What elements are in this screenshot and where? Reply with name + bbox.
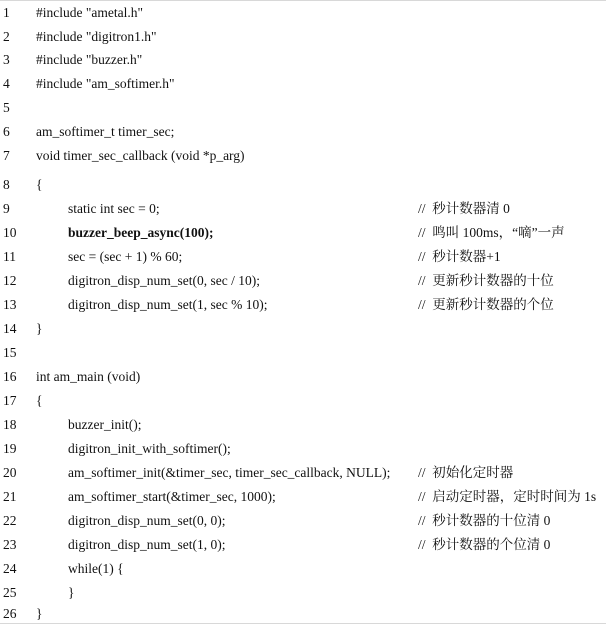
line-number: 6	[3, 124, 10, 139]
line-number: 5	[3, 100, 10, 115]
code-line	[0, 120, 606, 144]
code-text: }	[68, 585, 75, 600]
code-text: {	[36, 393, 43, 408]
line-number: 1	[3, 5, 10, 20]
code-line	[0, 365, 606, 389]
code-line	[0, 557, 606, 581]
code-line	[0, 437, 606, 461]
code-line	[0, 48, 606, 72]
line-number: 19	[3, 441, 17, 456]
code-text: am_softimer_start(&timer_sec, 1000);	[68, 489, 276, 504]
code-text: #include "digitron1.h"	[36, 29, 157, 44]
code-line	[0, 72, 606, 96]
code-line	[0, 293, 606, 317]
code-line	[0, 533, 606, 557]
line-number: 15	[3, 345, 17, 360]
code-text: digitron_init_with_softimer();	[68, 441, 231, 456]
code-text: {	[36, 177, 43, 192]
code-comment: // 更新秒计数器的十位	[418, 273, 554, 288]
code-line	[0, 485, 606, 509]
code-line	[0, 461, 606, 485]
line-number: 16	[3, 369, 17, 384]
line-number: 22	[3, 513, 17, 528]
code-line	[0, 1, 606, 25]
code-line	[0, 389, 606, 413]
line-number: 18	[3, 417, 17, 432]
line-number: 24	[3, 561, 17, 576]
line-number: 17	[3, 393, 17, 408]
code-text: while(1) {	[68, 561, 124, 576]
code-text: digitron_disp_num_set(1, sec % 10);	[68, 297, 268, 312]
code-line	[0, 197, 606, 221]
code-text: digitron_disp_num_set(0, sec / 10);	[68, 273, 260, 288]
code-text: buzzer_init();	[68, 417, 142, 432]
code-text: sec = (sec + 1) % 60;	[68, 249, 183, 264]
line-number: 11	[3, 249, 16, 264]
line-number: 12	[3, 273, 17, 288]
code-text: am_softimer_init(&timer_sec, timer_sec_callback, NULL);	[68, 465, 391, 480]
code-line	[0, 341, 606, 365]
line-number: 25	[3, 585, 17, 600]
code-text: #include "buzzer.h"	[36, 52, 143, 67]
code-comment: // 鸣叫 100ms，“嘀”一声	[418, 225, 565, 240]
code-text: int am_main (void)	[36, 369, 141, 384]
code-comment: // 秒计数器的个位清 0	[418, 537, 551, 552]
code-line	[0, 602, 606, 626]
code-comment: // 初始化定时器	[418, 465, 514, 480]
line-number: 20	[3, 465, 17, 480]
code-line	[0, 413, 606, 437]
line-number: 23	[3, 537, 17, 552]
line-number: 14	[3, 321, 17, 336]
line-number: 7	[3, 148, 10, 163]
code-line	[0, 269, 606, 293]
line-number: 21	[3, 489, 17, 504]
code-line	[0, 509, 606, 533]
line-number: 3	[3, 52, 10, 67]
code-line	[0, 221, 606, 245]
code-text: }	[36, 321, 43, 336]
code-line	[0, 317, 606, 341]
code-text: am_softimer_t timer_sec;	[36, 124, 175, 139]
code-text: static int sec = 0;	[68, 201, 160, 216]
code-line	[0, 144, 606, 168]
code-text: #include "am_softimer.h"	[36, 76, 175, 91]
line-number: 2	[3, 29, 10, 44]
code-line	[0, 173, 606, 197]
code-text: #include "ametal.h"	[36, 5, 143, 20]
code-comment: // 秒计数器+1	[418, 249, 501, 264]
code-text: digitron_disp_num_set(0, 0);	[68, 513, 226, 528]
line-number: 10	[3, 225, 17, 240]
code-line	[0, 245, 606, 269]
code-text: digitron_disp_num_set(1, 0);	[68, 537, 226, 552]
code-comment: // 启动定时器，定时时间为 1s	[418, 489, 597, 504]
line-number: 8	[3, 177, 10, 192]
code-comment: // 秒计数器的十位清 0	[418, 513, 551, 528]
line-number: 4	[3, 76, 10, 91]
code-comment: // 更新秒计数器的个位	[418, 297, 554, 312]
code-text: void timer_sec_callback (void *p_arg)	[36, 148, 245, 163]
line-number: 26	[3, 606, 17, 621]
code-line	[0, 96, 606, 120]
code-line	[0, 25, 606, 49]
line-number: 13	[3, 297, 17, 312]
line-number: 9	[3, 201, 10, 216]
code-comment: // 秒计数器清 0	[418, 201, 510, 216]
code-text: }	[36, 606, 43, 621]
code-text: buzzer_beep_async(100);	[68, 225, 214, 240]
